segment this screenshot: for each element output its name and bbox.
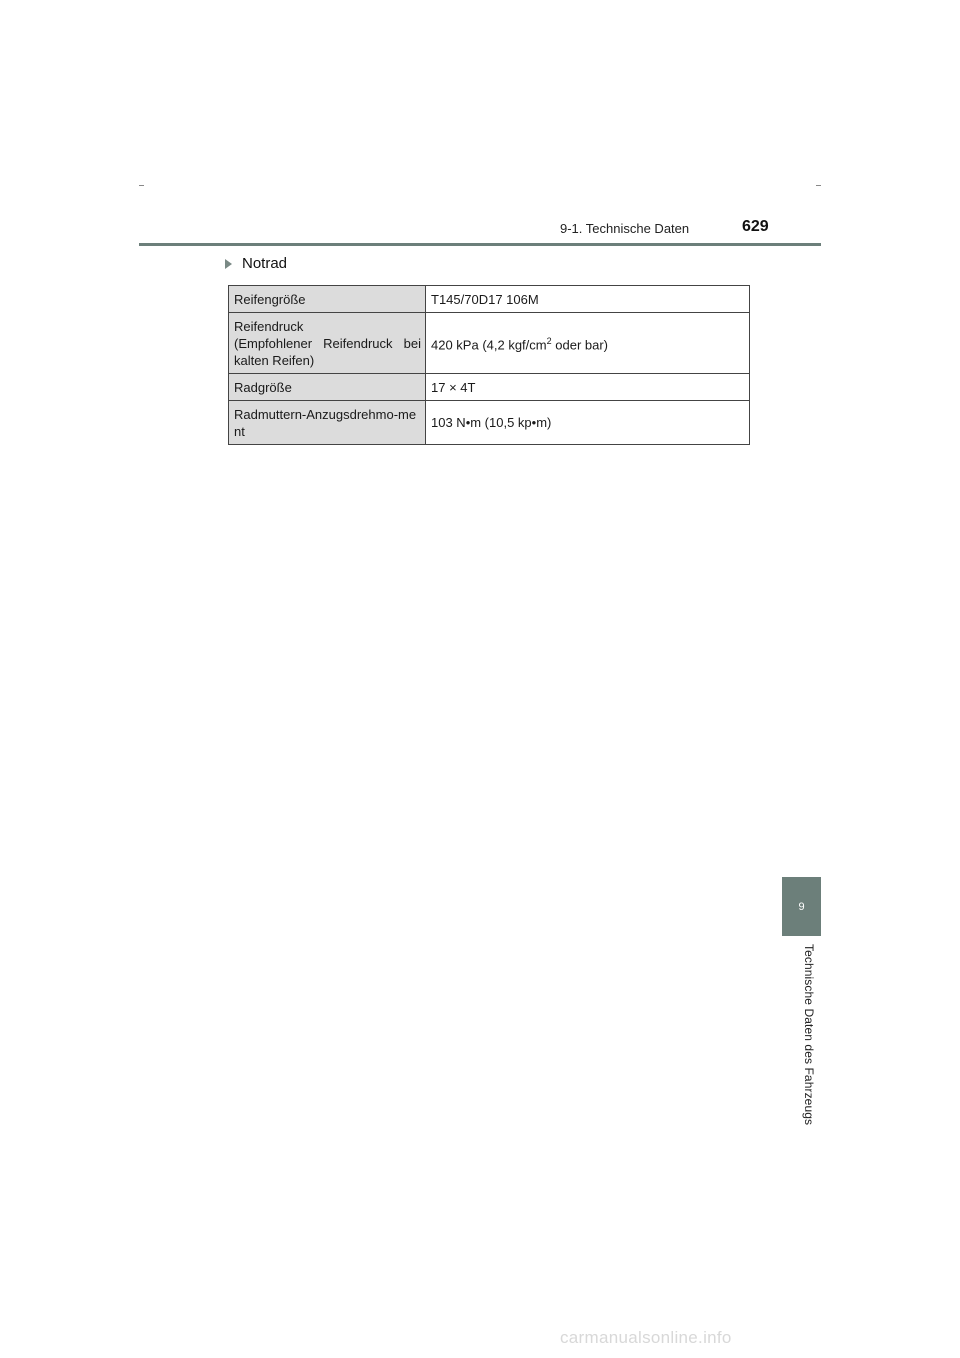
value-text: 420 kPa (4,2 kgf/cm bbox=[431, 337, 547, 353]
header-divider bbox=[139, 243, 821, 246]
table-label-cell bbox=[229, 313, 426, 374]
table-value-cell: T145/70D17 106M bbox=[426, 286, 750, 313]
subheading bbox=[225, 255, 287, 272]
triangle-bullet-icon bbox=[225, 259, 232, 269]
page-number: 629 bbox=[742, 218, 769, 235]
table-label-cell: Reifengröße bbox=[229, 286, 426, 313]
watermark: carmanualsonline.info bbox=[560, 1328, 732, 1347]
table-row bbox=[229, 286, 750, 313]
subheading-text: Notrad bbox=[242, 255, 288, 272]
table-label-cell: Radmuttern-Anzugsdrehmo-ment bbox=[229, 401, 426, 445]
table-row bbox=[229, 374, 750, 401]
spec-table bbox=[228, 285, 750, 445]
crop-mark-right bbox=[816, 185, 821, 186]
label-line: (Empfohlener Reifendruck bei kalten Reifen) bbox=[234, 335, 421, 368]
table-row bbox=[229, 313, 750, 374]
value-superscript: 2 bbox=[546, 335, 552, 346]
label-line: Reifendruck bbox=[234, 318, 304, 334]
chapter-tab-label: Technische Daten des Fahrzeugs bbox=[802, 944, 816, 1126]
table-label-cell: Radgröße bbox=[229, 374, 426, 401]
value-text: oder bar) bbox=[551, 337, 609, 353]
crop-mark-left bbox=[139, 185, 144, 186]
chapter-tab bbox=[782, 877, 821, 936]
table-value-cell: 17 × 4T bbox=[426, 374, 750, 401]
table-value-cell bbox=[426, 313, 750, 374]
table-value-cell: 103 N•m (10,5 kp•m) bbox=[426, 401, 750, 445]
header-section-title: 9-1. Technische Daten bbox=[560, 221, 690, 236]
table-row bbox=[229, 401, 750, 445]
chapter-number: 9 bbox=[798, 900, 805, 913]
